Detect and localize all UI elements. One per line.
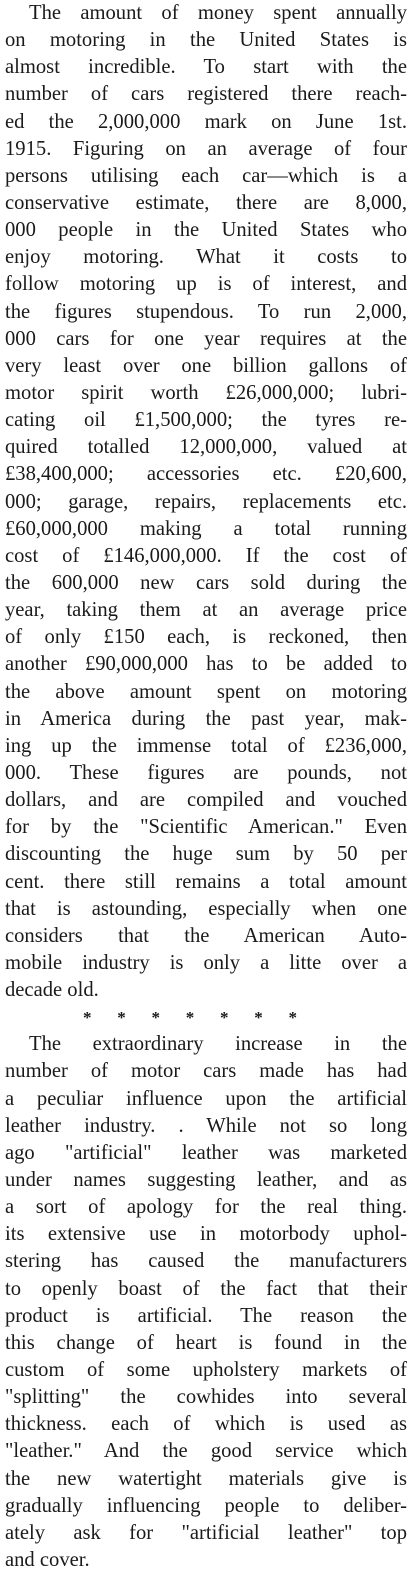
separator-asterisk: * (288, 1008, 297, 1028)
text-line: quired totalled 12,000,000, valued at (5, 436, 407, 459)
text-line: ed the 2,000,000 mark on June 1st. (5, 110, 407, 133)
text-line: a sort of apology for the real thing. (5, 1196, 407, 1219)
text-line: leather industry. . While not so long (5, 1114, 407, 1137)
text-line: another £90,000,000 has to be added to (5, 653, 407, 676)
text-line: £38,400,000; accessories etc. £20,600, (5, 463, 407, 486)
text-line: ately ask for "artificial leather" top (5, 1521, 407, 1544)
text-line: very least over one billion gallons of (5, 354, 407, 377)
text-line: custom of some upholstery markets of (5, 1359, 407, 1382)
text-line: on motoring in the United States is (5, 29, 407, 52)
text-line: that is astounding, especially when one (5, 897, 407, 920)
text-line: its extensive use in motorbody uphol- (5, 1223, 407, 1246)
text-line: gradually influencing people to deliber- (5, 1494, 407, 1517)
text-line: the above amount spent on motoring (5, 680, 407, 703)
separator-asterisk: * (220, 1008, 229, 1028)
text-line: follow motoring up is of interest, and (5, 273, 407, 296)
separator-asterisk: * (151, 1008, 160, 1028)
article-paragraph-artificial-leather (5, 1031, 407, 1574)
text-line: "splitting" the cowhides into several (5, 1386, 407, 1409)
text-line: 1915. Figuring on an average of four (5, 137, 407, 160)
text-line: decade old. (5, 979, 99, 1002)
text-line: considers that the American Auto- (5, 924, 407, 947)
text-line: thickness. each of which is used as (5, 1413, 407, 1436)
text-line: conservative estimate, there are 8,000, (5, 191, 407, 214)
text-line: under names suggesting leather, and as (5, 1169, 407, 1192)
text-line: to openly boast of the fact that their (5, 1277, 407, 1300)
newspaper-column (5, 0, 407, 1587)
text-line: discounting the huge sum by 50 per (5, 843, 407, 866)
separator-asterisk: * (117, 1008, 126, 1028)
text-line: for by the "Scientific American." Even (5, 816, 407, 839)
text-line: a peculiar influence upon the artificial (5, 1087, 407, 1110)
text-line: The extraordinary increase in the (29, 1033, 407, 1056)
text-line: persons utilising each car—which is a (5, 164, 407, 187)
text-line: stering has caused the manufacturers (5, 1250, 407, 1273)
text-line: number of motor cars made has had (5, 1060, 407, 1083)
text-line: enjoy motoring. What it costs to (5, 246, 407, 269)
text-line: 000 cars for one year requires at the (5, 327, 407, 350)
section-separator (5, 1004, 407, 1031)
text-line: mobile industry is only a litte over a (5, 951, 407, 974)
text-line: £60,000,000 making a total running (5, 517, 407, 540)
text-line: number of cars registered there reach- (5, 83, 407, 106)
separator-asterisk: * (185, 1008, 195, 1028)
text-line: of only £150 each, is reckoned, then (5, 626, 407, 649)
text-line: cating oil £1,500,000; the tyres re- (5, 409, 407, 432)
text-line: 000; garage, repairs, replacements etc. (5, 490, 407, 513)
text-line: almost incredible. To start with the (5, 56, 407, 79)
text-line: in America during the past year, mak- (5, 707, 407, 730)
text-line: and cover. (5, 1549, 90, 1572)
text-line: 000 people in the United States who (5, 219, 407, 242)
text-line: ing up the immense total of £236,000, (5, 734, 407, 757)
text-line: cost of £146,000,000. If the cost of (5, 544, 407, 567)
text-line: the figures stupendous. To run 2,000, (5, 300, 407, 323)
text-line: The amount of money spent annually (29, 2, 407, 24)
text-line: this change of heart is found in the (5, 1331, 407, 1354)
text-line: ago "artificial" leather was marketed (5, 1141, 407, 1164)
text-line: dollars, and are compiled and vouched (5, 789, 407, 812)
separator-asterisk: * (254, 1008, 263, 1028)
text-line: 000. These figures are pounds, not (5, 761, 407, 784)
text-line: the 600,000 new cars sold during the (5, 571, 407, 594)
article-paragraph-motoring-costs (5, 0, 407, 1004)
text-line: the new watertight materials give is (5, 1467, 407, 1490)
text-line: motor spirit worth £26,000,000; lubri- (5, 381, 407, 404)
separator-asterisk: * (83, 1008, 92, 1028)
text-line: year, taking them at an average price (5, 599, 407, 622)
text-line: cent. there still remains a total amount (5, 870, 407, 893)
text-line: "leather." And the good service which (5, 1440, 407, 1463)
text-line: product is artificial. The reason the (5, 1304, 407, 1327)
